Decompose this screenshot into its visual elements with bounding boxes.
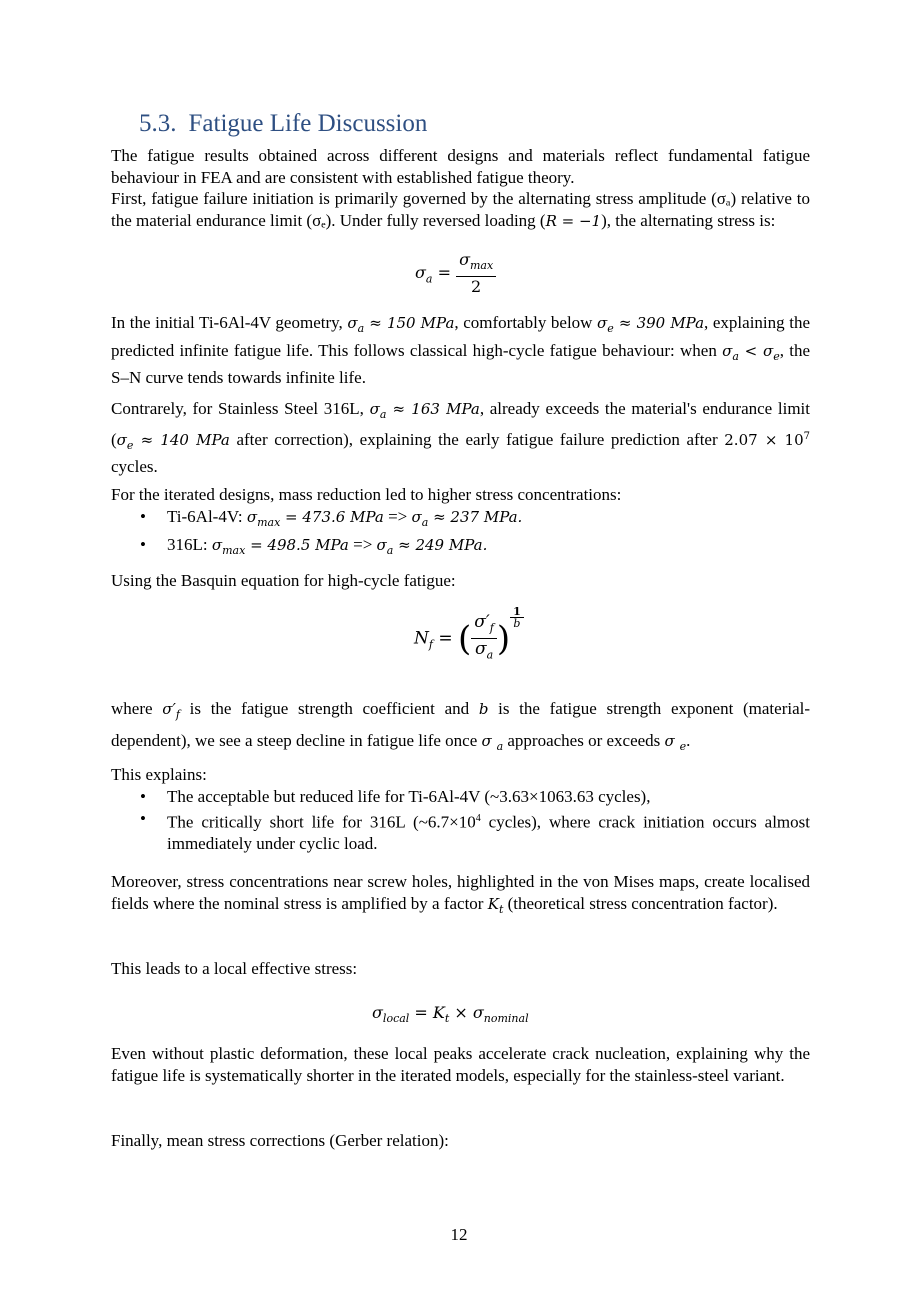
explains-list [111, 786, 810, 854]
equation-basquin: $N_f$ = ( $\frac{\sigma'_f}{\sigma_a}$ ) $\frac{1}{b}$ [414, 612, 524, 666]
list-item: • The critically short life for 316L ($\sim 6.7\times 10^4$ cycles), where crack initiation occurs almost immediately under cyclic load. [140, 808, 810, 853]
list-item: • 316L: $\sigma_{max} = 498.5$ MPa => $\sigma_a \approx 249$ MPa. [140, 534, 488, 557]
basquin-where-paragraph: where $\sigma'_f$ is the fatigue strength coefficient and b is the fatigue strength exponent (material-dependent), we see a steep decline in fatigue life once σ $_a$ approaches or exceeds σ $_e$. [111, 699, 811, 753]
equation-alternating-stress: $\sigma_a$ = $\frac{\sigma_{max}}{2}$ [415, 250, 496, 297]
intro-paragraph [111, 145, 810, 232]
section-number: 5.3. [139, 110, 177, 137]
intro-text-2: First, fatigue failure initiation is primarily governed by the alternating stress amplitude (σₐ) relative to the material endurance limit (σₑ). Under fully reversed loading (R = −1), the alternating stress is: [111, 189, 810, 230]
even-paragraph: Even without plastic deformation, these local peaks accelerate crack nucleation, explaining why the fatigue life is systematically shorter in the iterated models, especially for the stainless-steel variant. [111, 1044, 810, 1085]
basquin-intro: Using the Basquin equation for high-cycle fatigue: [111, 571, 456, 590]
intro-text: The fatigue results obtained across different designs and materials reflect fundamental fatigue behaviour in FEA and are consistent with established fatigue theory. [111, 146, 810, 187]
iterated-list [111, 506, 810, 561]
steel-paragraph: Contrarely, for Stainless Steel 316L, $\sigma_a \approx 163$ MPa, already exceeds the material's endurance limit ($\sigma_e \approx 140$ MPa after correction), explaining the early fatigue failure prediction after $2.07 \times 10^7$ cycles. [111, 399, 811, 476]
page-number: 12 [450, 1225, 468, 1244]
equation-local-stress: $\sigma_{local} = K_t \times \sigma_{nominal}$ [372, 1003, 529, 1026]
iterated-intro: For the iterated designs, mass reduction led to higher stress concentrations: [111, 485, 622, 504]
explains-intro: This explains: [111, 765, 207, 784]
ti-paragraph: In the initial Ti-6Al-4V geometry, $\sigma_a \approx 150$ MPa, comfortably below $\sigma_e \approx 390$ MPa, explaining the predicted infinite fatigue life. This follows classical high-cycle fatigue behaviour: when $\sigma_a < \sigma_e$, the S–N curve tends towards infinite life. [111, 313, 810, 387]
list-item: • The acceptable but reduced life for Ti-6Al-4V (~3.63×1063.63 cycles), [140, 787, 651, 806]
final-paragraph: Finally, mean stress corrections (Gerber relation): [111, 1131, 449, 1150]
list-item: • Ti-6Al-4V: $\sigma_{max} = 473.6$ MPa => $\sigma_a \approx 237$ MPa. [140, 507, 523, 529]
section-heading [139, 110, 427, 138]
section-title: Fatigue Life Discussion [188, 110, 428, 137]
local-intro: This leads to a local effective stress: [111, 959, 358, 978]
fraction: $\frac{\sigma_{max}}{2}$ [456, 250, 496, 297]
kt-paragraph: Moreover, stress concentrations near screw holes, highlighted in the von Mises maps, create localised fields where the nominal stress is amplified by a factor $K_t$ (theoretical stress concentration factor). [111, 872, 810, 916]
